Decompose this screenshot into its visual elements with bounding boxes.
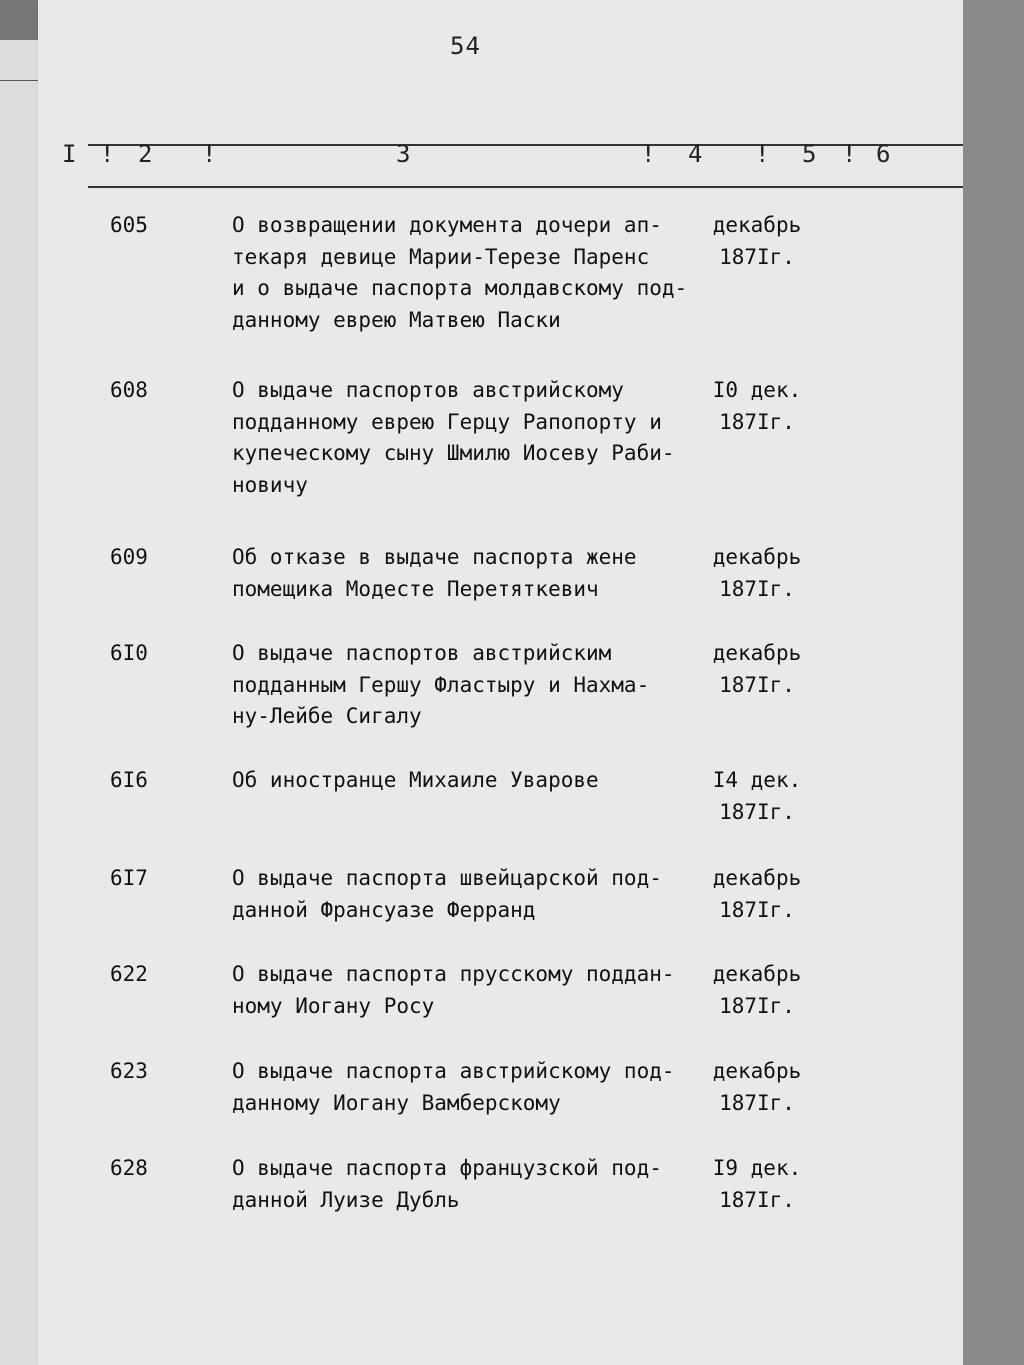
entry-date-line: 187Iг. (719, 244, 795, 269)
entry-text-line: О возвращении документа дочери ап- (232, 213, 662, 237)
entry-text-line: О выдаче паспортов австрийскому (232, 378, 624, 402)
entry-text-line: О выдаче паспорта швейцарской под- (232, 866, 662, 890)
column-header-3: 3 (396, 140, 411, 168)
entry-text-line: О выдаче паспортов австрийским (232, 641, 612, 665)
entry-date-line: 187Iг. (719, 897, 795, 922)
entry-description (232, 375, 712, 501)
page-number: 54 (450, 32, 481, 60)
column-header-2: 2 (138, 140, 153, 168)
entry-date-line: I9 дек. (712, 1156, 802, 1180)
entry-number: 623 (110, 1059, 148, 1083)
entry-date (702, 638, 812, 701)
entry-date-line: декабрь (712, 962, 802, 986)
entry-date-line: 187Iг. (719, 799, 795, 824)
background-strip (963, 0, 1024, 1365)
entry-text-line: и о выдаче паспорта молдавскому под- (232, 276, 688, 300)
entry-date-line: I4 дек. (712, 768, 802, 792)
entry-text-line: Об иностранце Михаиле Уварове (232, 768, 599, 792)
entry-description (232, 959, 712, 1022)
column-separator: ! (641, 140, 656, 168)
column-header-5: 5 (802, 140, 817, 168)
entry-date-line: 187Iг. (719, 409, 795, 434)
entry-description (232, 1056, 712, 1119)
entry-description (232, 210, 712, 336)
entry-date (702, 542, 812, 605)
entry-number: 6I7 (110, 866, 148, 890)
entry-date (702, 375, 812, 438)
entry-text-line: О выдаче паспорта прусскому поддан- (232, 962, 675, 986)
entry-date-line: декабрь (712, 866, 802, 890)
entry-text-line: помещика Модесте Перетяткевич (232, 576, 599, 601)
column-header-1: I (62, 140, 77, 168)
column-separator: ! (100, 140, 115, 168)
entry-text-line: текаря девице Марии-Терезе Паренс (232, 244, 650, 269)
entry-text-line: ному Иогану Росу (232, 993, 435, 1018)
entry-number: 622 (110, 962, 148, 986)
entry-number: 608 (110, 378, 148, 402)
entry-text-line: подданному еврею Герцу Рапопорту и (232, 409, 662, 434)
column-header-4: 4 (688, 140, 703, 168)
entry-text-line: О выдаче паспорта французской под- (232, 1156, 662, 1180)
entry-number: 609 (110, 545, 148, 569)
entry-description (232, 863, 712, 926)
header-bottom-rule (88, 186, 968, 188)
entry-date-line: I0 дек. (712, 378, 802, 402)
underlying-page-corner (0, 80, 41, 181)
entry-date (702, 765, 812, 828)
entry-date-line: 187Iг. (719, 1090, 795, 1115)
entry-text-line: данной Луизе Дубль (232, 1187, 460, 1212)
entry-date-line: декабрь (712, 1059, 802, 1083)
column-separator: ! (755, 140, 770, 168)
column-header-6: 6 (876, 140, 891, 168)
entry-text-line: Об отказе в выдаче паспорта жене (232, 545, 637, 569)
entry-date (702, 1056, 812, 1119)
entry-date-line: декабрь (712, 641, 802, 665)
entry-date (702, 1153, 812, 1216)
entry-date-line: 187Iг. (719, 1187, 795, 1212)
entry-number: 605 (110, 213, 148, 237)
entry-description (232, 638, 712, 733)
entry-text-line: подданным Гершу Фластыру и Нахма- (232, 672, 650, 697)
entry-date-line: декабрь (712, 213, 802, 237)
entry-number: 6I0 (110, 641, 148, 665)
entry-text-line: О выдаче паспорта австрийскому под- (232, 1059, 675, 1083)
document-page (38, 0, 963, 1365)
entry-date (702, 959, 812, 1022)
column-header-row (38, 130, 968, 170)
entry-description (232, 1153, 712, 1216)
entry-date-line: 187Iг. (719, 576, 795, 601)
entry-text-line: данному Иогану Вамберскому (232, 1090, 561, 1115)
column-separator: ! (842, 140, 857, 168)
entry-text-line: новичу (232, 472, 308, 497)
entry-text-line: ну-Лейбе Сигалу (232, 704, 422, 728)
entry-text-line: данной Франсуазе Ферранд (232, 897, 536, 922)
entry-date-line: 187Iг. (719, 672, 795, 697)
column-separator: ! (202, 140, 217, 168)
entry-number: 628 (110, 1156, 148, 1180)
entry-text-line: данному еврею Матвею Паски (232, 307, 561, 332)
entry-date (702, 210, 812, 273)
entry-description (232, 542, 712, 605)
entry-date (702, 863, 812, 926)
entry-date-line: декабрь (712, 545, 802, 569)
entry-text-line: купеческому сыну Шмилю Иосеву Раби- (232, 441, 675, 465)
entry-number: 6I6 (110, 768, 148, 792)
entry-description (232, 765, 712, 797)
entry-date-line: 187Iг. (719, 993, 795, 1018)
